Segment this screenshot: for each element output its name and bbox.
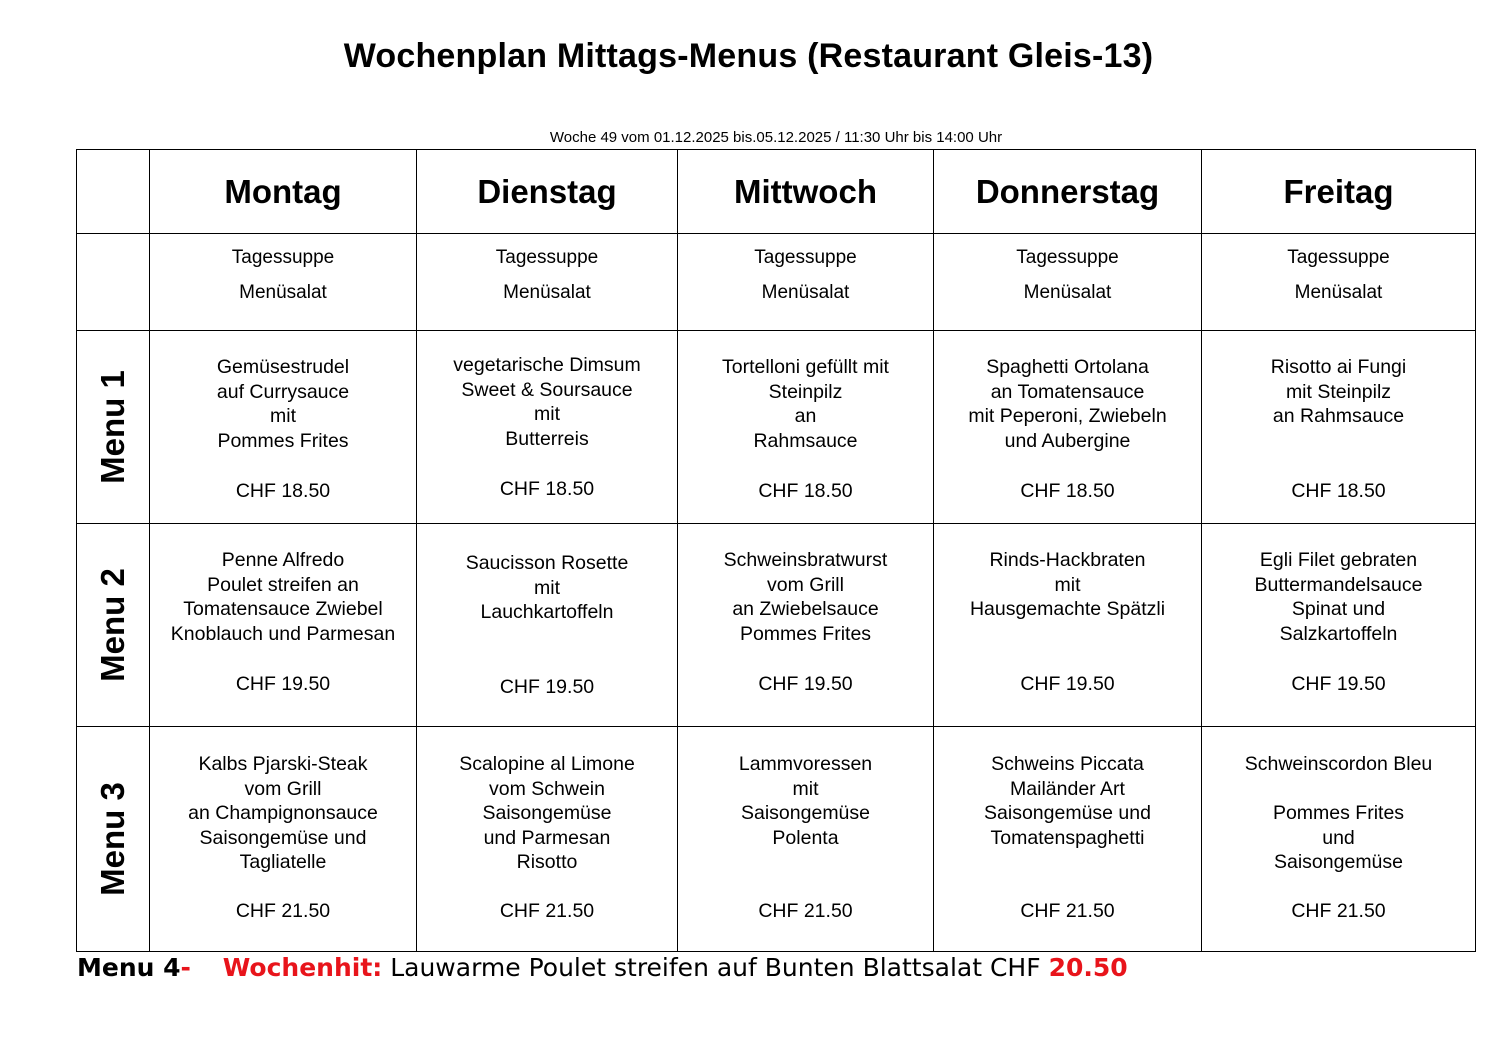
dish-line: vom Grill (767, 573, 844, 596)
page-title: Wochenplan Mittags-Menus (Restaurant Gleis-13) (343, 37, 1154, 75)
dish-line: Risotto ai Fungi (1270, 356, 1407, 378)
dish-line: vegetarische Dimsum (453, 354, 641, 376)
dish-cell (934, 331, 1202, 524)
dish-description (678, 548, 933, 646)
corner-cell (77, 150, 150, 234)
dish-line: mit (534, 403, 560, 426)
dish-cell (934, 727, 1202, 952)
dish-description (150, 355, 416, 453)
dish-line: Rahmsauce (753, 429, 858, 452)
menu-table (76, 149, 1476, 952)
dish-line: Mailänder Art (1010, 777, 1125, 800)
dish-cell (417, 331, 678, 524)
soup-text: Tagessuppe (1287, 247, 1390, 268)
dish-line: Schweins Piccata (991, 753, 1144, 775)
wochenhit-price: 20.50 (1048, 953, 1128, 982)
dish-price: CHF 19.50 (235, 673, 331, 695)
dish-price: CHF 21.50 (1020, 900, 1115, 922)
dish-line: an (794, 405, 817, 428)
dish-line: und (1322, 826, 1355, 849)
dish-cell (417, 727, 678, 952)
dish-price: CHF 19.50 (1291, 673, 1386, 695)
dish-line: und Aubergine (1004, 429, 1131, 452)
salad-text: Menüsalat (761, 282, 850, 303)
soup-text: Tagessuppe (495, 247, 599, 268)
salad-text: Menüsalat (1023, 282, 1112, 303)
dish-price: CHF 18.50 (235, 480, 331, 502)
dish-line: mit (792, 777, 819, 800)
day-header-donnerstag: Donnerstag (934, 150, 1202, 234)
starter-row (77, 234, 1476, 331)
dish-cell (417, 524, 678, 727)
dish-line: Scalopine al Limone (459, 753, 635, 775)
menu-label-cell (77, 727, 150, 952)
dish-line: Salzkartoffeln (1279, 622, 1398, 645)
dish-cell (150, 524, 417, 727)
menu-label: Menu 2 (94, 568, 131, 682)
dish-description (1202, 752, 1475, 875)
dish-line: mit Steinpilz (1285, 380, 1392, 403)
dish-line: an Tomatensauce (990, 380, 1145, 403)
menu-label-cell (77, 524, 150, 727)
dish-line: an Rahmsauce (1272, 405, 1405, 428)
dish-line: Saucisson Rosette (465, 552, 629, 574)
dish-description (417, 551, 677, 625)
dish-line: Egli Filet gebraten (1259, 549, 1418, 571)
menu-row-1 (77, 331, 1476, 524)
dish-description (934, 355, 1201, 453)
wochenhit-text: Lauwarme Poulet streifen auf Bunten Blattsalat CHF (390, 953, 1041, 982)
dish-description (417, 353, 677, 451)
dish-price: CHF 18.50 (499, 478, 595, 500)
dish-line: Saisongemüse (1274, 851, 1403, 874)
soup-text: Tagessuppe (754, 247, 857, 268)
dish-line: Spaghetti Ortolana (986, 356, 1149, 378)
dish-line: an Zwiebelsauce (732, 598, 879, 621)
dish-line: Saisongemüse (741, 802, 870, 825)
menu-row-2 (77, 524, 1476, 727)
menu-label: Menu 1 (94, 370, 131, 484)
dish-line: Saisongemüse und (984, 802, 1151, 825)
menu-label: Menu 3 (94, 782, 131, 896)
dish-line (1202, 777, 1475, 802)
dish-line: Poulet streifen an (207, 573, 359, 596)
dish-line: Buttermandelsauce (1254, 573, 1423, 596)
dish-cell (678, 727, 934, 952)
dish-line: Tortelloni gefüllt mit (722, 356, 889, 378)
dish-line: mit (270, 405, 296, 428)
dish-price: CHF 21.50 (499, 900, 595, 922)
dish-cell (1202, 727, 1476, 952)
dish-line: Butterreis (505, 427, 589, 450)
starter-cell-freitag (1202, 234, 1476, 331)
dish-price: CHF 18.50 (758, 480, 853, 502)
weekly-hit-line (77, 952, 1128, 984)
dish-line: Rinds-Hackbraten (989, 549, 1146, 571)
dish-line: Knoblauch und Parmesan (170, 622, 396, 645)
dish-description (934, 752, 1201, 850)
wochenhit-label: Wochenhit: (222, 953, 383, 982)
dish-price: CHF 19.50 (499, 676, 595, 698)
dish-line: Sweet & Soursauce (461, 378, 633, 401)
dish-cell (678, 524, 934, 727)
dish-line: Tagliatelle (239, 851, 327, 874)
dish-line: mit (534, 576, 560, 599)
menu4-dash: - (180, 953, 191, 982)
dish-price: CHF 21.50 (758, 900, 853, 922)
dish-line: Pommes Frites (739, 622, 872, 645)
dish-cell (150, 331, 417, 524)
dish-cell (678, 331, 934, 524)
dish-price: CHF 21.50 (235, 900, 331, 922)
dish-line: Kalbs Pjarski-Steak (198, 753, 368, 775)
dish-price: CHF 21.50 (1291, 900, 1386, 922)
salad-text: Menüsalat (503, 282, 591, 303)
dish-cell (1202, 331, 1476, 524)
day-header-mittwoch: Mittwoch (678, 150, 934, 234)
dish-line: Lammvoressen (738, 753, 873, 775)
dish-line: vom Grill (244, 777, 322, 800)
starter-cell-mittwoch (678, 234, 934, 331)
dish-description (150, 548, 416, 646)
dish-price: CHF 19.50 (1020, 673, 1115, 695)
dish-line: Hausgemachte Spätzli (969, 598, 1166, 621)
menu-label-cell (77, 331, 150, 524)
header-row (77, 150, 1476, 234)
salad-text: Menüsalat (239, 282, 327, 303)
dish-price: CHF 19.50 (758, 673, 853, 695)
dish-price: CHF 18.50 (1291, 480, 1386, 502)
dish-description (1202, 355, 1475, 429)
dish-line: Pommes Frites (217, 429, 349, 452)
dish-price: CHF 18.50 (1020, 480, 1115, 502)
dish-line: Schweinsbratwurst (723, 549, 888, 571)
dish-line: Risotto (516, 851, 578, 874)
dish-line: an Champignonsauce (188, 802, 378, 825)
dish-line: mit (1054, 573, 1081, 596)
dish-description (934, 548, 1201, 622)
dish-line: Schweinscordon Bleu (1244, 753, 1433, 775)
dish-line: auf Currysauce (216, 380, 350, 403)
menu-row-3 (77, 727, 1476, 952)
starter-label-cell (77, 234, 150, 331)
soup-text: Tagessuppe (231, 247, 335, 268)
dish-line: Penne Alfredo (221, 549, 345, 571)
dish-line: Steinpilz (768, 380, 843, 403)
dish-line: Pommes Frites (1272, 802, 1405, 825)
day-header-dienstag: Dienstag (417, 150, 678, 234)
day-header-freitag: Freitag (1202, 150, 1476, 234)
dish-cell (150, 727, 417, 952)
dish-line: Lauchkartoffeln (480, 601, 614, 624)
day-header-montag: Montag (150, 150, 417, 234)
dish-cell (1202, 524, 1476, 727)
dish-line: Polenta (772, 826, 839, 849)
dish-description (417, 752, 677, 875)
dish-line: Saisongemüse und (199, 826, 367, 849)
dish-line: und Parmesan (483, 826, 611, 849)
menu4-label: Menu 4 (77, 953, 181, 982)
dish-line: vom Schwein (489, 777, 605, 800)
starter-cell-dienstag (417, 234, 678, 331)
dish-cell (934, 524, 1202, 727)
dish-description (678, 752, 933, 850)
dish-description (150, 752, 416, 875)
dish-line: Spinat und (1291, 598, 1386, 621)
starter-cell-donnerstag (934, 234, 1202, 331)
week-info: Woche 49 vom 01.12.2025 bis.05.12.2025 / 11:30 Uhr bis 14:00 Uhr (549, 129, 1003, 146)
dish-line: Tomatensauce Zwiebel (183, 598, 383, 621)
dish-line: Saisongemüse (482, 802, 612, 825)
dish-line: Tomatenspaghetti (990, 826, 1145, 849)
salad-text: Menüsalat (1294, 282, 1383, 303)
soup-text: Tagessuppe (1016, 247, 1119, 268)
dish-line: Gemüsestrudel (216, 356, 350, 378)
dish-description (678, 355, 933, 453)
dish-line: mit Peperoni, Zwiebeln (968, 405, 1167, 428)
dish-description (1202, 548, 1475, 646)
starter-cell-montag (150, 234, 417, 331)
